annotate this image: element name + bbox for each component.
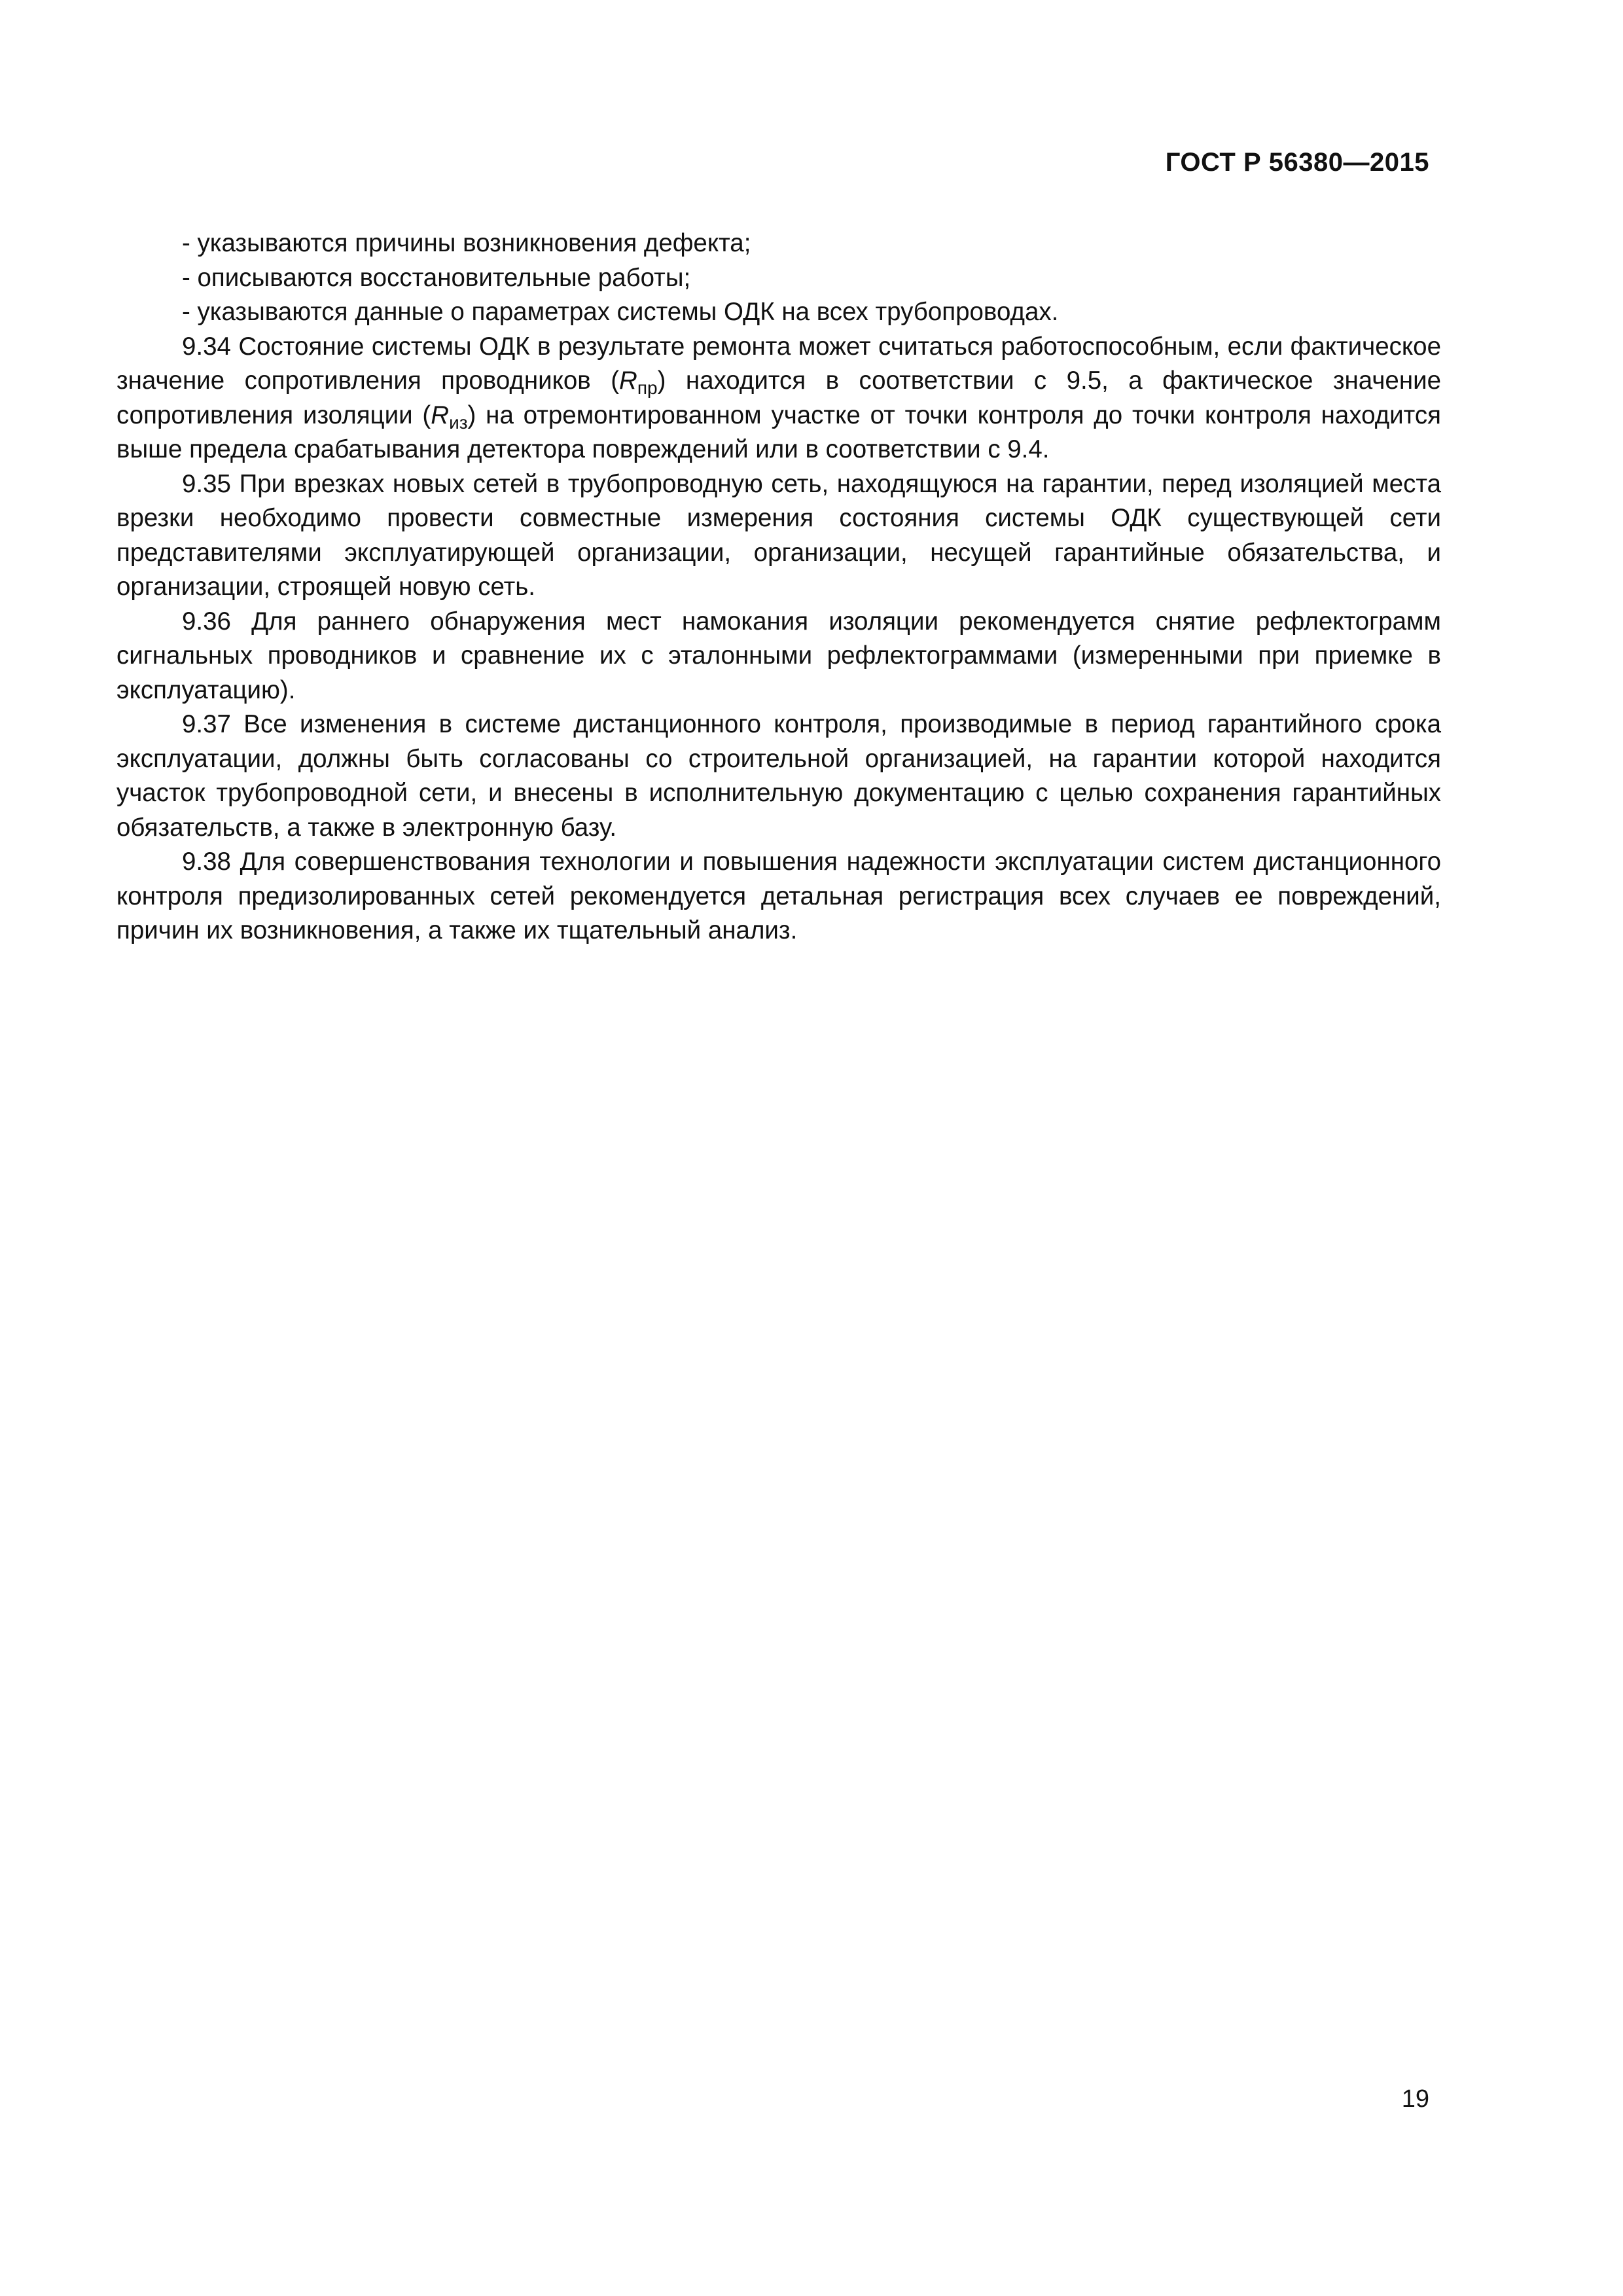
clause-9-35: 9.35 При врезках новых сетей в трубопроводную сеть, находящуюся на гарантии, перед изоляцией места врезки необходимо провести совместные измерения состояния системы ОДК существующей сети представителями эксплуатирующей организации, организации, несущей гарантийные обязательства, и организации, строящей новую сеть. xyxy=(116,469,1441,601)
clause-9-34 xyxy=(116,330,1441,467)
list-item: - описываются восстановительные работы; xyxy=(182,263,691,292)
clause-9-38: 9.38 Для совершенствования технологии и повышения надежности эксплуатации систем дистанционного контроля предизолированных сетей рекомендуется детальная регистрация всех случаев ее повреждений, причин их возникновения, а также их тщательный анализ. xyxy=(116,848,1441,944)
resistance-symbol: R xyxy=(619,367,637,395)
page-number: 19 xyxy=(1401,2085,1429,2113)
standard-designation: ГОСТ Р 56380—2015 xyxy=(1165,148,1429,177)
document-body xyxy=(116,226,1441,948)
resistance-symbol: R xyxy=(431,401,450,429)
clause-9-34-text-3: ) на отремонтированном участке от точки контроля до точки контроля находится выше предела срабатывания детектора повреждений или в соответствии с 9.4. xyxy=(116,401,1441,463)
clause-9-34-text-2: ) находится в соответствии с 9.5, а фактическое значение сопротивления изоляции ( xyxy=(116,367,1441,429)
list-item: - указываются причины возникновения дефекта; xyxy=(182,229,751,257)
insulation-subscript: из xyxy=(449,412,468,433)
clause-9-37: 9.37 Все изменения в системе дистанционного контроля, производимые в период гарантийного срока эксплуатации, должны быть согласованы со строительной организацией, на гарантии которой находится участок трубопроводной сети, и внесены в исполнительную документацию с целью сохранения гарантийных обязательств, а также в электронную базу. xyxy=(116,710,1441,842)
conductor-subscript: пр xyxy=(637,378,658,398)
clause-9-36: 9.36 Для раннего обнаружения мест намокания изоляции рекомендуется снятие рефлектограмм сигнальных проводников и сравнение их с эталонными рефлектограммами (измеренными при приемке в эксплуатацию). xyxy=(116,607,1441,704)
clause-9-34-text-1: 9.34 Состояние системы ОДК в результате ремонта может считаться работоспособным, если фактическое значение сопротивления проводников ( xyxy=(116,332,1441,395)
list-item: - указываются данные о параметрах системы ОДК на всех трубопроводах. xyxy=(182,298,1059,326)
